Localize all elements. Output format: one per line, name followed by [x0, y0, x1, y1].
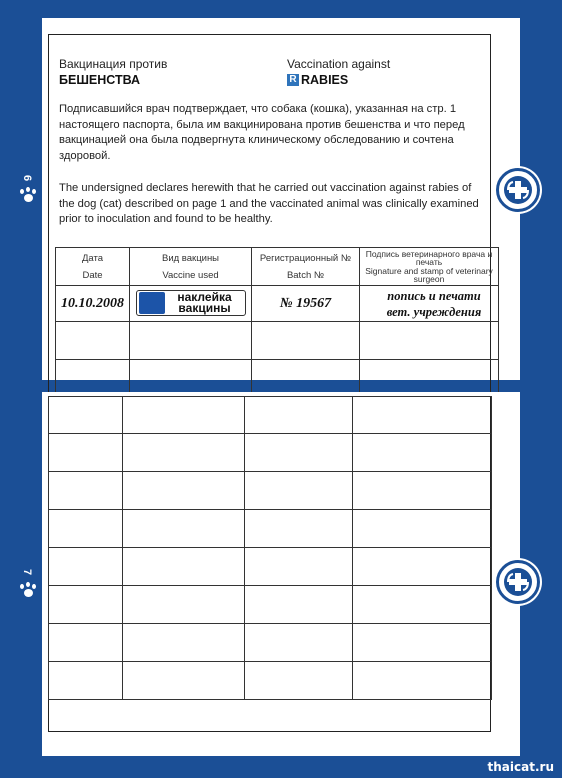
- header-en-title: [287, 73, 348, 87]
- entry-vaccine: [130, 286, 252, 322]
- declaration-ru: Подписавшийся врач подтверждает, что собака (кошка), указанная на стр. 1 настоящего паспорта, была им вакцинирована против бешенства и что перед вакцинацией она была подвергнута клиническому обследованию и сочтена здоровой.: [59, 103, 465, 162]
- vaccination-table-continued: [48, 396, 492, 700]
- declaration-en: The undersigned declares herewith that he carried out vaccination against rabies of the dog (cat) described on page 1 and the vaccinated animal was clinically examined prior to inoculation and found to be healthy.: [59, 182, 479, 225]
- paw-icon: [17, 583, 39, 599]
- header-ru-title: БЕШЕНСТВА: [59, 73, 141, 87]
- page-frame: [48, 396, 491, 732]
- page-frame: [48, 34, 491, 396]
- entry-batch: № 19567: [252, 286, 360, 322]
- table-row: [49, 662, 492, 700]
- table-header-row: [56, 248, 499, 286]
- passport-page-7: [42, 392, 520, 756]
- watermark: thaicat.ru: [487, 760, 554, 774]
- entry-date: 10.10.2008: [56, 286, 130, 322]
- page-number-top: 6: [21, 174, 33, 182]
- table-row: [56, 286, 499, 322]
- page-number-bottom: 7: [21, 568, 33, 576]
- table-row: [49, 510, 492, 548]
- column-header-signature: Подпись ветеринарного врача и печать Signature and stamp of veterinary surgeon: [360, 248, 499, 286]
- entry-signature: попись и печати вет. учреждения: [360, 286, 499, 322]
- passport-page-6: [42, 18, 520, 380]
- rabies-badge-icon: R: [287, 74, 299, 86]
- vet-cross-emblem-icon: [496, 560, 540, 604]
- header-en-label: Vaccination against: [287, 57, 391, 71]
- table-row: [49, 586, 492, 624]
- vaccine-sticker: наклейка вакцины: [136, 290, 246, 316]
- column-header-vaccine: Вид вакцины Vaccine used: [130, 248, 252, 286]
- header-en-title-text: RABIES: [301, 73, 349, 87]
- vet-cross-emblem-icon: [496, 168, 540, 212]
- column-header-batch: Регистрационный № Batch №: [252, 248, 360, 286]
- table-row: [49, 397, 492, 434]
- table-row: [49, 472, 492, 510]
- paw-icon: [17, 188, 39, 204]
- table-row: [49, 548, 492, 586]
- table-row: [49, 624, 492, 662]
- sticker-swatch: [139, 292, 165, 314]
- column-header-date: Дата Date: [56, 248, 130, 286]
- table-row: [49, 434, 492, 472]
- vaccination-table: [55, 247, 499, 398]
- header-ru-label: Вакцинация против: [59, 57, 168, 71]
- table-row: [56, 322, 499, 360]
